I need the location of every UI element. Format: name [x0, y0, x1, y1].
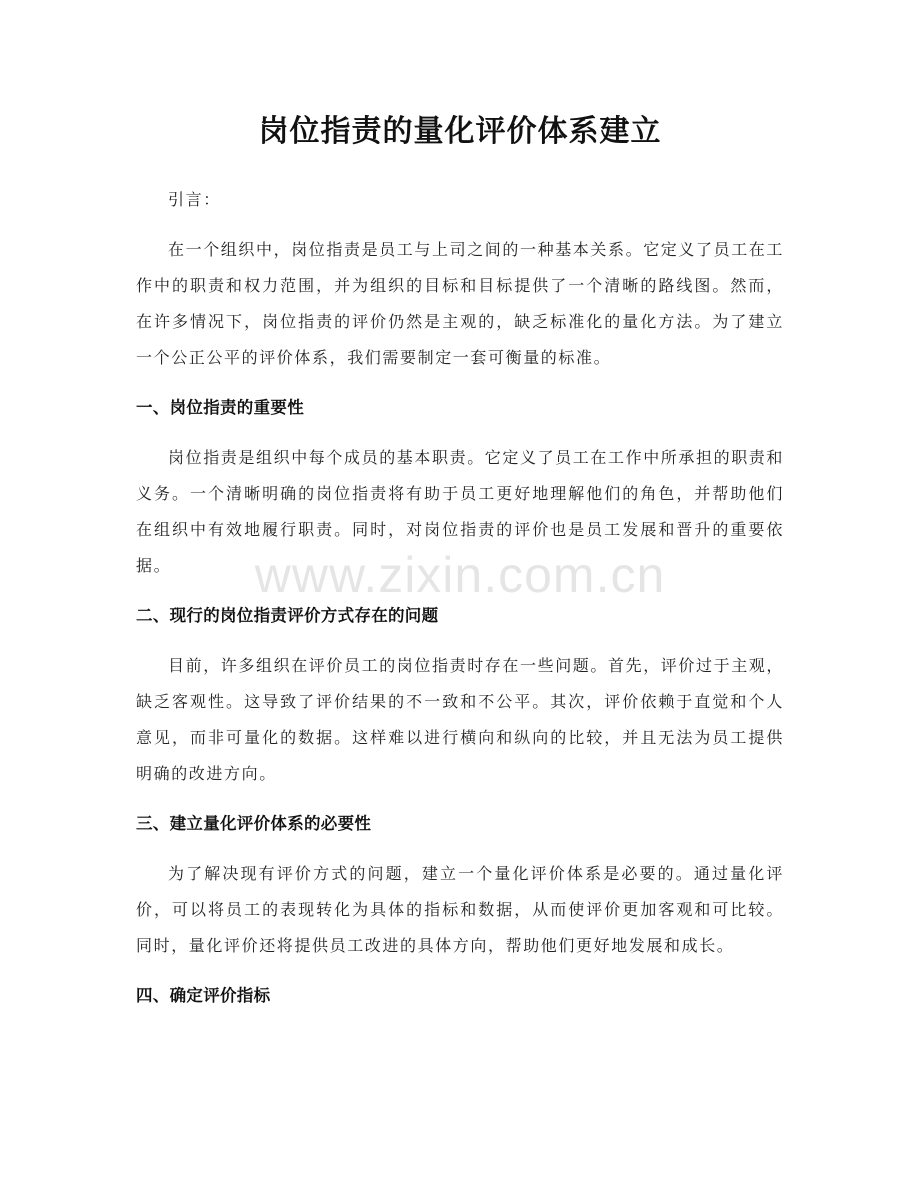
section-paragraph-3: 为了解决现有评价方式的问题，建立一个量化评价体系是必要的。通过量化评价，可以将员工的表现转化为具体的指标和数据，从而使评价更加客观和可比较。同时，量化评价还将提供员工改进的具体方向，帮助他们更好地发展和成长。: [136, 864, 784, 955]
section-paragraph-1: 岗位指责是组织中每个成员的基本职责。它定义了员工在工作中所承担的职责和义务。一个清晰明确的岗位指责将有助于员工更好地理解他们的角色，并帮助他们在组织中有效地履行职责。同时，对岗位指责的评价也是员工发展和晋升的重要依据。: [136, 448, 785, 575]
section-paragraph-2: 目前，许多组织在评价员工的岗位指责时存在一些问题。首先，评价过于主观，缺乏客观性。这导致了评价结果的不一致和不公平。其次，评价依赖于直觉和个人意见，而非可量化的数据。这样难以进行横向和纵向的比较，并且无法为员工提供明确的改进方向。: [136, 656, 785, 783]
intro-label: 引言：: [168, 190, 221, 209]
section-heading-3: 三、建立量化评价体系的必要性: [136, 814, 372, 833]
document-body: [136, 182, 784, 1028]
watermark: www.zixin.com.cn: [254, 547, 666, 603]
section-heading-1: 一、岗位指责的重要性: [136, 398, 304, 417]
document-title: 岗位指责的量化评价体系建立: [258, 114, 662, 149]
section-heading-4: 四、确定评价指标: [136, 986, 271, 1005]
section-heading-2: 二、现行的岗位指责评价方式存在的问题: [136, 606, 439, 625]
intro-paragraph: 在一个组织中，岗位指责是员工与上司之间的一种基本关系。它定义了员工在工作中的职责和权力范围，并为组织的目标和目标提供了一个清晰的路线图。然而，在许多情况下，岗位指责的评价仍然是主观的，缺乏标准化的量化方法。为了建立一个公正公平的评价体系，我们需要制定一套可衡量的标准。: [136, 240, 785, 367]
